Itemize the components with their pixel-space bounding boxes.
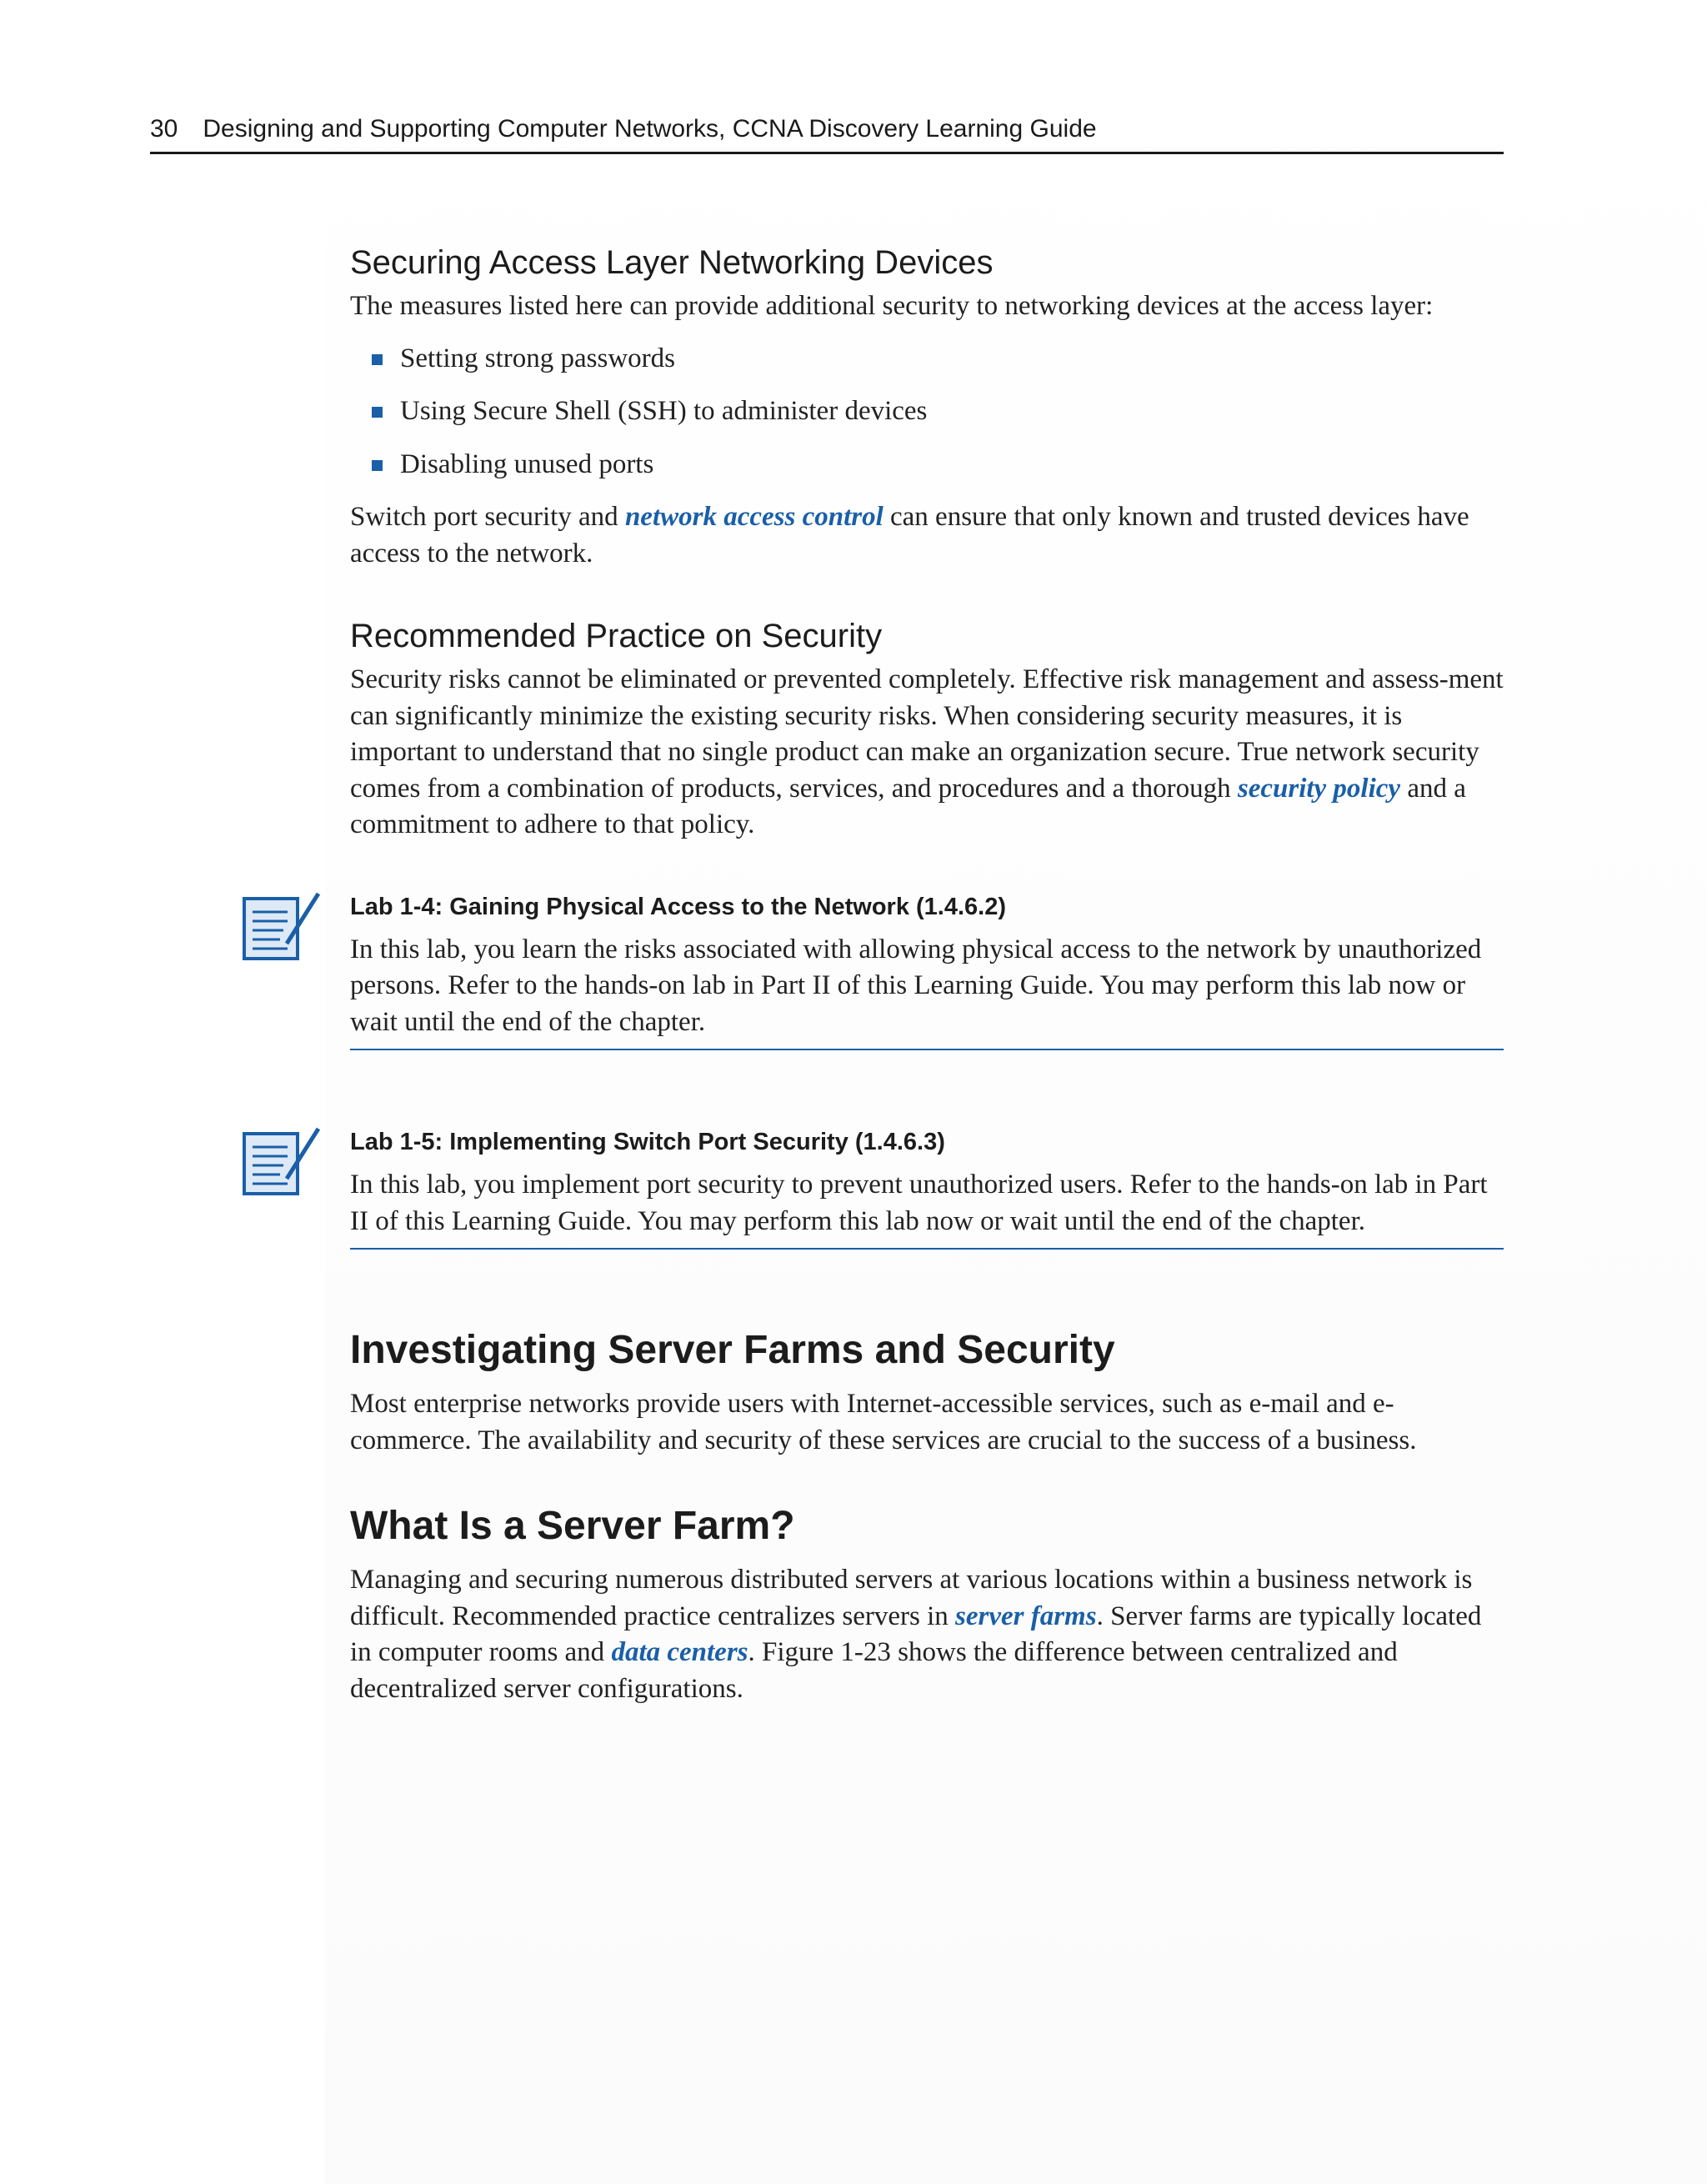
bullet-square-icon — [372, 460, 383, 471]
page-number: 30 — [150, 115, 178, 143]
lab-description: In this lab, you implement port security to prevent unauthorized users. Refer to the hands-on lab in Part II of this Learning Guide. You may perform this lab now or wait until the end of the chapter. — [350, 1170, 1488, 1236]
book-title: Designing and Supporting Computer Networks, CCNA Discovery Learning Guide — [203, 115, 1097, 143]
bullet-square-icon — [372, 354, 383, 365]
recommended-practice-paragraph: Security risks cannot be eliminated or prevented completely. Effective risk management and assess-ment can significantly minimize the existing security risks. When considering security measures, it is important to understand that no single product can make an organization secure. True network security comes from a combination of products, services, and procedures and a thorough security policy and a commitment to adhere to that policy. — [350, 664, 1504, 839]
lab-title: Lab 1-4: Gaining Physical Access to the Network (1.4.6.2) — [350, 893, 1007, 920]
heading-securing-access-layer: Securing Access Layer Networking Devices — [350, 244, 994, 281]
running-header — [150, 115, 1504, 154]
page-content — [350, 242, 1504, 1707]
securing-intro: The measures listed here can provide additional security to networking devices at the access layer: — [350, 291, 1434, 321]
list-item: Setting strong passwords — [372, 341, 1504, 378]
server-farms-intro: Most enterprise networks provide users with Internet-accessible services, such as e-mail and e-commerce. The availability and security of these services are crucial to the success of a business. — [350, 1389, 1417, 1455]
heading-investigating-server-farms: Investigating Server Farms and Security — [350, 1328, 1115, 1372]
keyword-security-policy: security policy — [1237, 773, 1401, 804]
keyword-network-access-control: network access control — [624, 502, 884, 532]
lab-box-1-4 — [350, 890, 1504, 1051]
heading-recommended-practice: Recommended Practice on Security — [350, 618, 883, 654]
server-farm-paragraph: Managing and securing numerous distributed servers at various locations within a business network is difficult. Recommended practice centralizes servers in server farms. Server farms are typically located in computer rooms and data centers. Figure 1-23 shows the difference between centralized and decentralized server configurations. — [350, 1565, 1482, 1704]
lab-box-1-5 — [350, 1125, 1504, 1250]
bullet-square-icon — [372, 407, 383, 418]
lab-title: Lab 1-5: Implementing Switch Port Security (1.4.6.3) — [350, 1129, 945, 1155]
lab-notepad-icon — [242, 1127, 322, 1197]
keyword-server-farms: server farms — [955, 1600, 1097, 1631]
lab-notepad-icon — [242, 892, 322, 962]
lab-description: In this lab, you learn the risks associated with allowing physical access to the network by unauthorized persons. Refer to the hands-on lab in Part II of this Learning Guide. You may perform this lab now or wait until the end of the chapter. — [350, 934, 1482, 1037]
list-item: Using Secure Shell (SSH) to administer devices — [372, 393, 1504, 430]
keyword-data-centers: data centers — [611, 1637, 748, 1667]
security-measures-list — [350, 341, 1504, 483]
heading-what-is-server-farm: What Is a Server Farm? — [350, 1504, 795, 1548]
switch-port-security-paragraph: Switch port security and network access control can ensure that only known and trusted devices have access to the network. — [350, 502, 1469, 569]
list-item: Disabling unused ports — [372, 447, 1504, 483]
